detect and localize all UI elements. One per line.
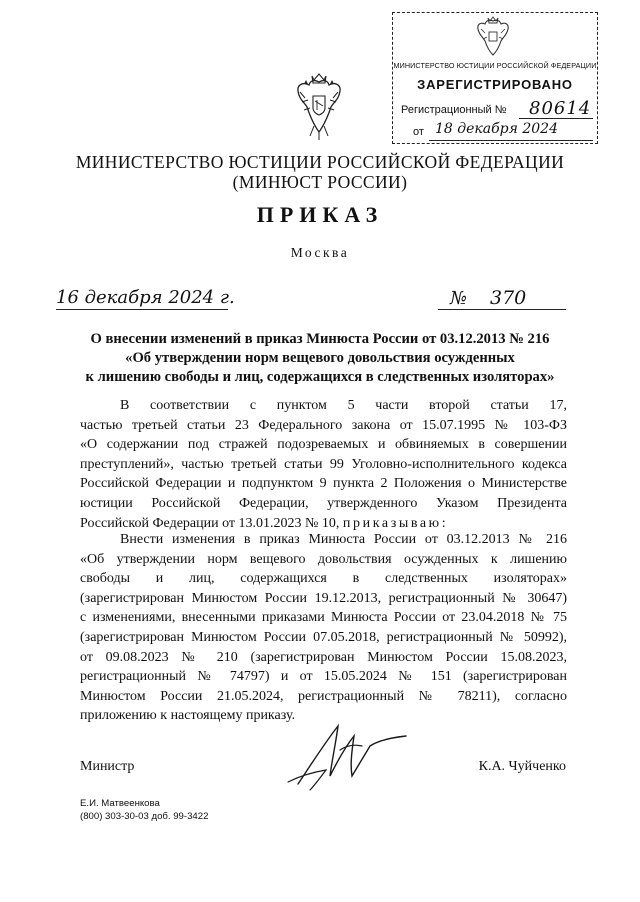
stamp-date-row <box>401 123 593 143</box>
coat-of-arms-icon <box>473 15 513 59</box>
paragraph-line: Минюстом России 21.05.2024, регистрационный № 78211), согласно <box>80 688 567 704</box>
double-headed-eagle-icon <box>290 70 348 142</box>
registration-stamp <box>392 12 598 144</box>
paragraph-amendment <box>80 530 567 726</box>
order-number: 370 <box>490 287 527 309</box>
paragraph-line: частью третьей статьи 23 Федерального закона от 15.07.1995 № 103-ФЗ <box>80 417 567 433</box>
paragraph-line: регистрационный № 74797) и от 15.05.2024 № 151 (зарегистрирован <box>80 669 567 685</box>
paragraph-line: (зарегистрирован Минюстом России 19.12.2013, регистрационный № 30647) <box>80 590 567 606</box>
stamp-ministry: МИНИСТЕРСТВО ЮСТИЦИИ РОССИЙСКОЙ ФЕДЕРАЦИИ <box>393 61 597 70</box>
paragraph-line: Российской Федерации и подпунктом 9 пункта 2 Положения о Министерстве <box>80 476 567 492</box>
paragraph-line: Внести изменения в приказ Минюста России от 03.12.2013 № 216 <box>120 532 567 547</box>
paragraph-legal-basis <box>80 396 567 533</box>
paragraph-line: В соответствии с пунктом 5 части второй статьи 17, <box>120 398 567 413</box>
paragraph-line-text: Российской Федерации от 13.01.2023 № 10, <box>80 515 340 531</box>
city: Москва <box>290 245 350 260</box>
stamp-registration-label: Регистрационный № <box>401 104 507 116</box>
paragraph-line: (зарегистрирован Минюстом России 07.05.2018, регистрационный № 50992), <box>80 629 567 645</box>
stamp-registration-date: 18 декабря 2024 <box>435 121 558 137</box>
paragraph-line: приложению к настоящему приказу. <box>80 708 296 724</box>
order-keyword: приказываю: <box>342 515 449 531</box>
order-date-line <box>56 309 228 310</box>
ministry-short-name: (МИНЮСТ РОССИИ) <box>232 172 408 192</box>
ministry-name: МИНИСТЕРСТВО ЮСТИЦИИ РОССИЙСКОЙ ФЕДЕРАЦИИ <box>75 152 565 172</box>
subject-line: О внесении изменений в приказ Минюста России от 03.12.2013 № 216 <box>90 331 550 347</box>
handwritten-signature <box>280 716 410 794</box>
order-number-line <box>438 309 566 310</box>
paragraph-line: свободы и лиц, содержащихся в следственных изоляторах» <box>80 571 567 587</box>
executor-name: Е.И. Матвеенкова <box>80 798 160 809</box>
executor-info <box>80 797 208 823</box>
paragraph-line: «О содержании под стражей подозреваемых и обвиняемых в совершении <box>80 437 567 453</box>
stamp-registration-row <box>401 98 593 121</box>
stamp-number-line <box>519 118 593 119</box>
executor-phone: (800) 303-30-03 доб. 99-3422 <box>80 811 209 822</box>
stamp-status: ЗАРЕГИСТРИРОВАНО <box>417 77 573 92</box>
signatory-name: К.А. Чуйченко <box>478 759 566 774</box>
order-number-sign: № <box>450 288 468 309</box>
order-date: 16 декабря 2024 г. <box>56 287 235 308</box>
signatory-title: Министр <box>80 759 135 774</box>
stamp-registration-number: 80614 <box>529 98 592 119</box>
paragraph-line: юстиции Российской Федерации, утвержденного Указом Президента <box>80 495 567 511</box>
paragraph-line: «Об утверждении норм вещевого довольствия осужденных к лишению <box>80 551 567 567</box>
paragraph-line: преступлений», частью третьей статьи 99 Уголовно-исполнительного кодекса <box>80 456 567 472</box>
document-type: ПРИКАЗ <box>256 202 384 227</box>
paragraph-line: от 09.08.2023 № 210 (зарегистрирован Минюстом России 15.08.2023, <box>80 649 567 665</box>
subject-line: «Об утверждении норм вещевого довольствия осужденных <box>125 350 515 366</box>
stamp-date-label: от <box>413 126 424 138</box>
subject-line: к лишению свободы и лиц, содержащихся в следственных изоляторах» <box>85 369 555 385</box>
paragraph-line: с изменениями, внесенными приказами Минюста России от 23.04.2018 № 75 <box>80 610 567 626</box>
stamp-date-line <box>429 140 593 141</box>
